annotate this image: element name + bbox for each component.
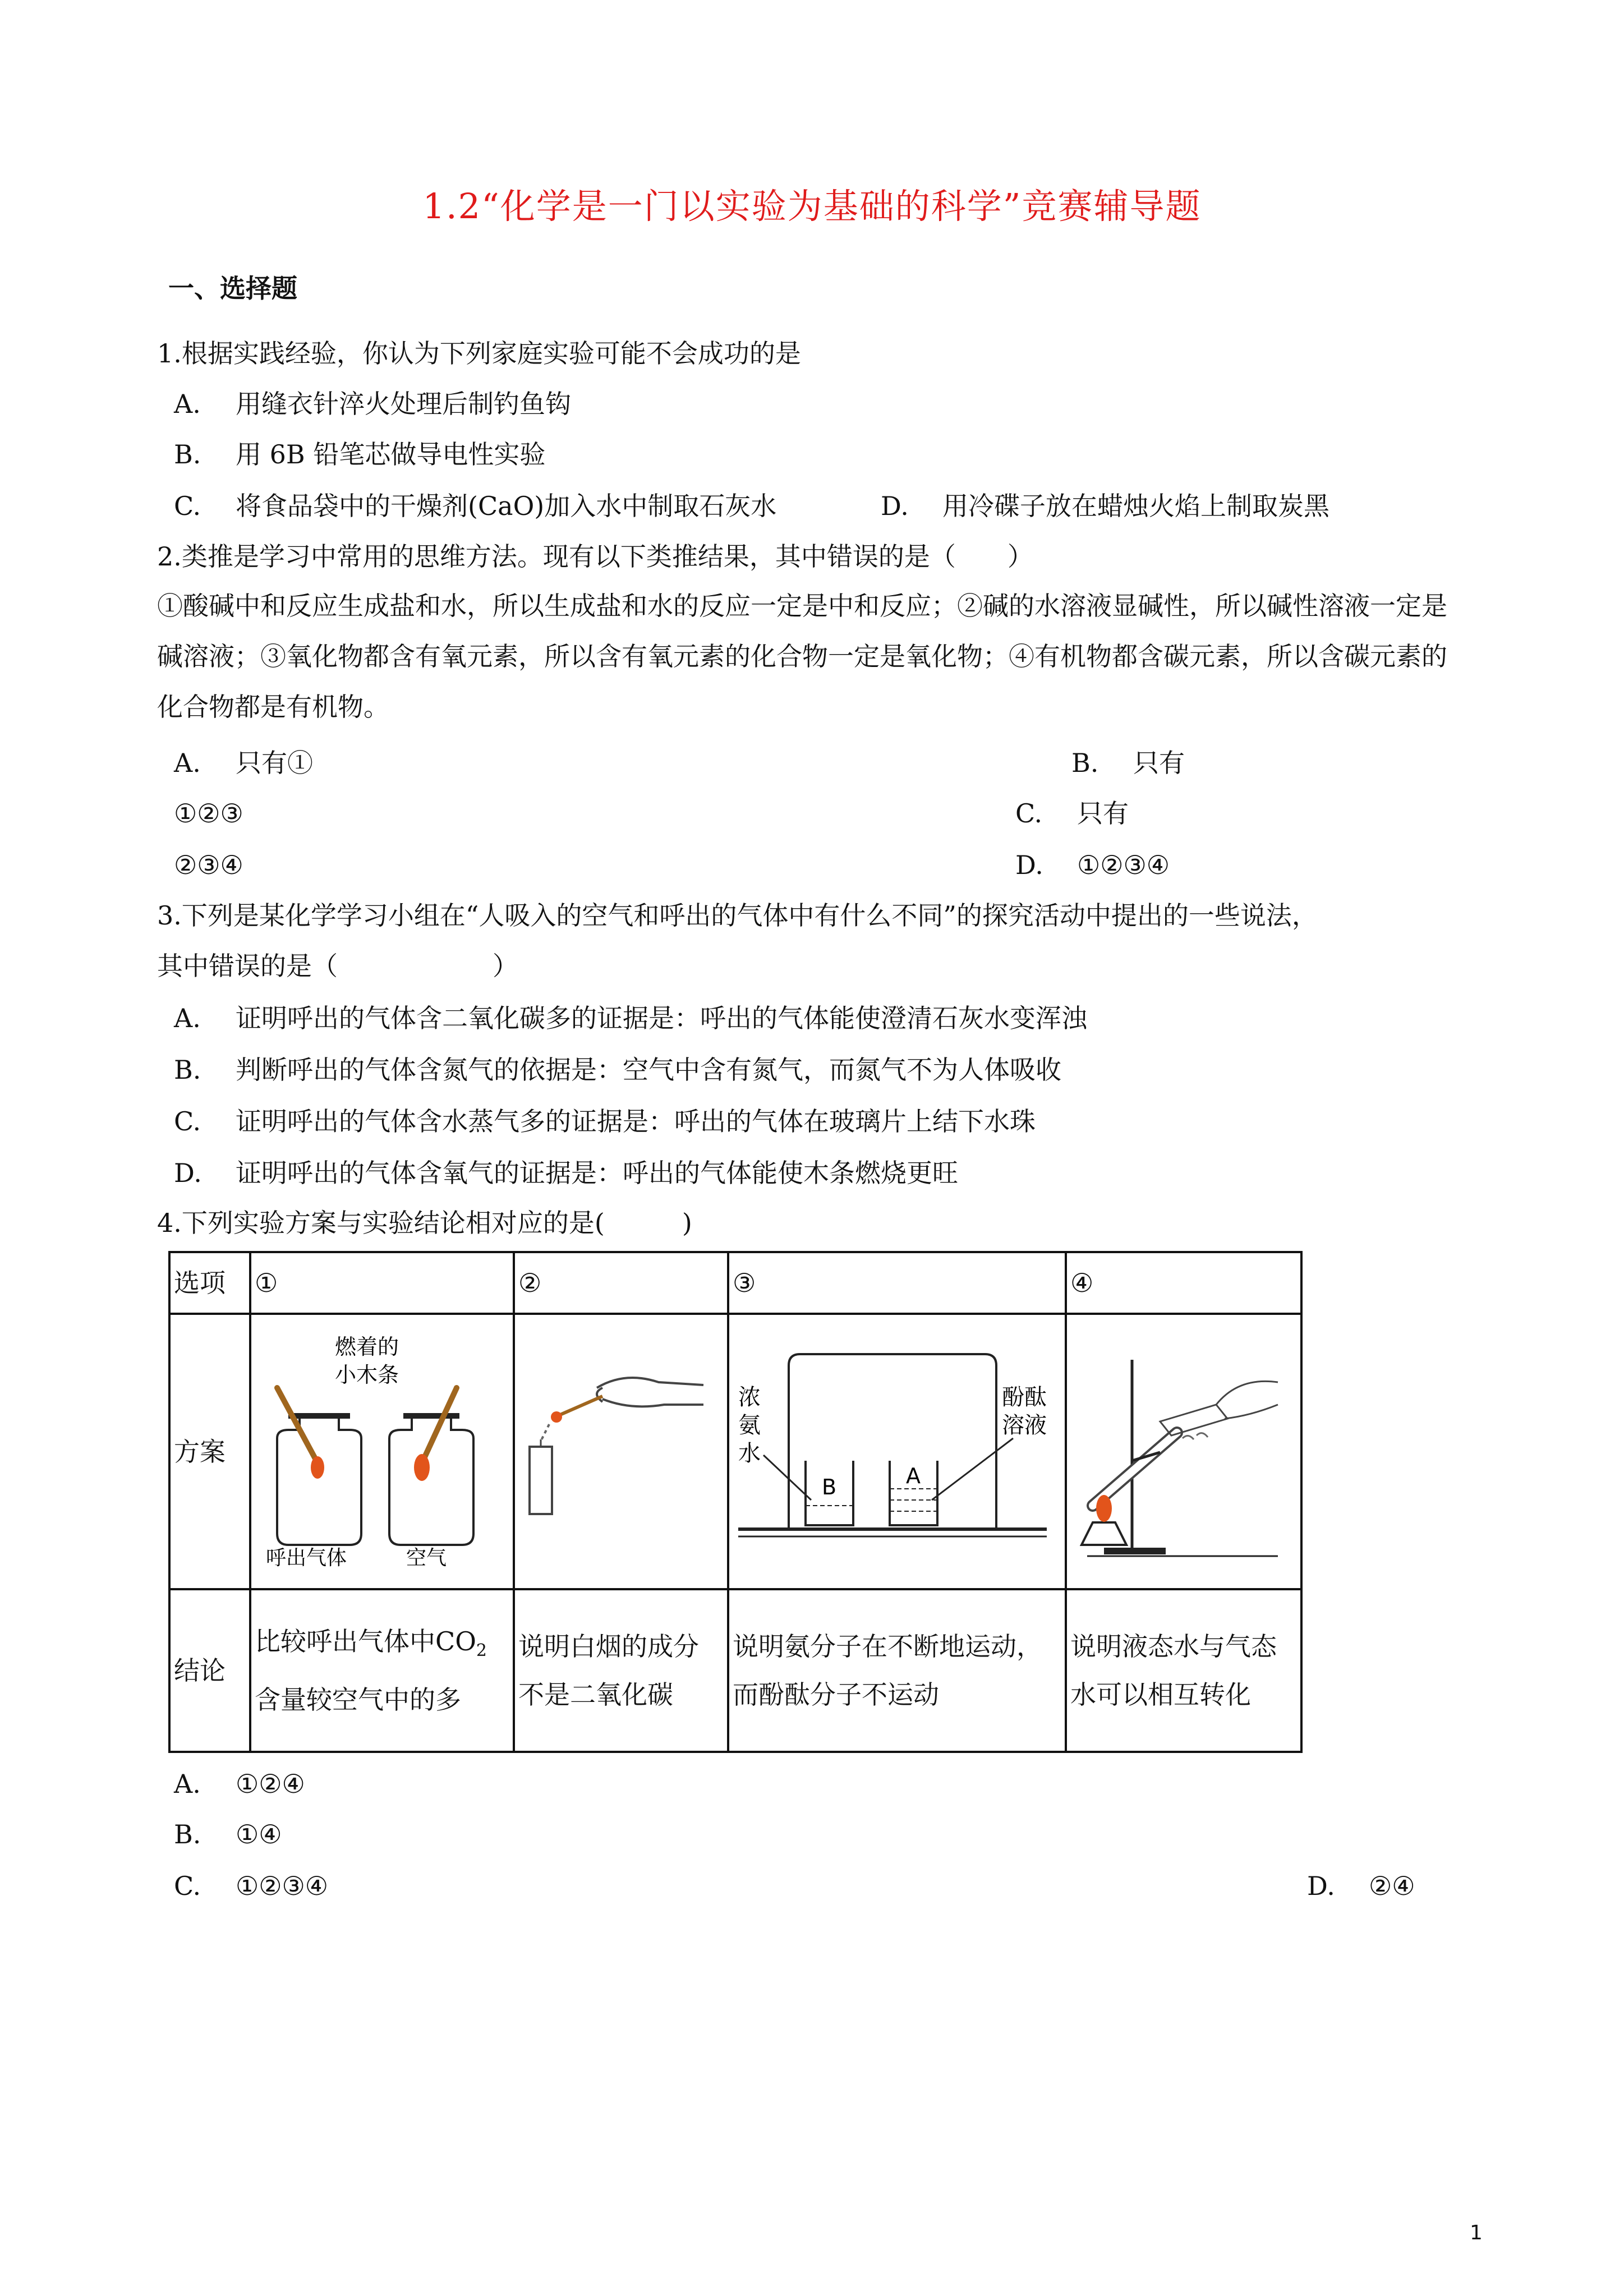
q4-conclusion-3: 说明氨分子在不断地运动，而酚酞分子不运动: [728, 1589, 1066, 1752]
q4-header-option: 选项: [169, 1252, 250, 1314]
q3-option-a[interactable]: [174, 1001, 1087, 1035]
q4-conclusion-2: 说明白烟的成分不是二氧化碳: [514, 1589, 728, 1752]
q1-option-a-text: 用缝衣针淬火处理后制钓鱼钩: [236, 389, 571, 419]
ammonia-diffusion-figure: [733, 1320, 1052, 1567]
candle-smoke-figure: [518, 1320, 715, 1567]
q4-option-d-letter: D.: [1307, 1871, 1335, 1901]
q3-option-d-letter: D.: [174, 1158, 202, 1188]
q2-option-c-continued: ②③④: [174, 850, 243, 880]
q3-stem-line2: 其中错误的是（ ）: [157, 951, 518, 981]
q2-option-a-letter: A.: [174, 748, 201, 778]
q4-option-a-letter: A.: [174, 1769, 201, 1799]
q4-option-c-letter: C.: [174, 1871, 201, 1901]
q4-option-d[interactable]: [1307, 1869, 1415, 1903]
page-title: 1.2“化学是一门以实验为基础的科学”竞赛辅导题: [422, 186, 1202, 227]
conclusion-1-co: CO: [435, 1626, 476, 1657]
fig3-right-label-2: 溶液: [1002, 1412, 1047, 1438]
q4-stem: 4.下列实验方案与实验结论相对应的是( ): [157, 1208, 692, 1238]
q1-option-c-text: 将食品袋中的干燥剂(CaO)加入水中制取石灰水: [236, 491, 777, 521]
q1-option-c-letter: C.: [174, 491, 201, 521]
q4-conclusion-label: 结论: [169, 1589, 250, 1752]
q2-option-a-text: 只有①: [236, 748, 313, 778]
fig3-right-label-1: 酚酞: [1002, 1384, 1047, 1410]
page-number: 1: [1470, 2221, 1483, 2244]
q1-option-a-letter: A.: [174, 389, 201, 419]
q3-option-c-letter: C.: [174, 1106, 201, 1137]
conclusion-1-part1: 比较呼出气体中: [255, 1626, 435, 1657]
q2-option-d[interactable]: [1015, 848, 1170, 882]
q1-option-b-letter: B.: [174, 439, 201, 470]
fig3-left-label-2: 氨: [738, 1412, 761, 1438]
fig1-label-left: 呼出气体: [266, 1547, 347, 1567]
fig1-label-top: 燃着的: [334, 1335, 399, 1359]
q3-stem-line1: 3.下列是某化学学习小组在“人吸入的空气和呼出的气体中有什么不同”的探究活动中提出的一些说法，: [157, 900, 1318, 931]
beaker-a-label: A: [906, 1464, 921, 1488]
q2-body: ①酸碱中和反应生成盐和水，所以生成盐和水的反应一定是中和反应；②碱的水溶液显碱性，所以碱性溶液一定是碱溶液；③氧化物都含有氧元素，所以含有氧元素的化合物一定是氧化物；④有机物都含碳元素，所以含碳元素的化合物都是有机物。: [157, 591, 1447, 722]
q2-option-b-letter: B.: [1071, 748, 1099, 778]
conclusion-1-subscript: 2: [476, 1641, 487, 1661]
q4-option-c-text: ①②③④: [236, 1871, 328, 1901]
q2-option-a[interactable]: [174, 746, 313, 780]
beaker-b-label: B: [821, 1475, 837, 1499]
fig1-label-bottom: 小木条: [334, 1363, 399, 1387]
q4-conclusion-1: [250, 1589, 514, 1752]
q2-stem: 2.类推是学习中常用的思维方法。现有以下类推结果，其中错误的是（ ）: [157, 541, 1033, 572]
heating-tube-figure: [1070, 1320, 1289, 1567]
q4-scheme-label: 方案: [169, 1314, 250, 1589]
q4-option-a[interactable]: [174, 1767, 305, 1801]
q2-option-b[interactable]: [1071, 746, 1185, 780]
q4-option-b[interactable]: [174, 1818, 282, 1851]
q4-option-a-text: ①②④: [236, 1769, 305, 1799]
q2-option-c-letter: C.: [1015, 798, 1043, 829]
q4-conclusion-row: [169, 1589, 1301, 1752]
q3-option-a-text: 证明呼出的气体含二氧化碳多的证据是：呼出的气体能使澄清石灰水变浑浊: [236, 1003, 1087, 1033]
q4-header-4: ④: [1066, 1252, 1301, 1314]
q1-option-b-text: 用 6B 铅笔芯做导电性实验: [236, 439, 546, 470]
q1-stem: 1.根据实践经验，你认为下列家庭实验可能不会成功的是: [157, 338, 801, 369]
q2-option-d-text: ①②③④: [1077, 850, 1170, 880]
section-heading: 一、选择题: [168, 273, 297, 303]
q4-header-3: ③: [728, 1252, 1066, 1314]
q2-option-c-text: 只有: [1077, 798, 1129, 829]
q4-option-b-text: ①④: [236, 1819, 282, 1849]
q1-option-d-letter: D.: [881, 491, 909, 521]
fig3-left-label-3: 水: [738, 1441, 761, 1466]
q3-option-c[interactable]: [174, 1105, 1036, 1138]
q4-option-d-text: ②④: [1369, 1871, 1415, 1901]
q4-scheme-row: [169, 1314, 1301, 1589]
q3-option-d[interactable]: [174, 1156, 958, 1190]
q4-conclusion-4: 说明液态水与气态水可以相互转化: [1066, 1589, 1301, 1752]
q4-option-b-letter: B.: [174, 1819, 201, 1849]
q1-option-b[interactable]: [174, 438, 545, 471]
q4-option-c[interactable]: [174, 1869, 328, 1903]
q4-figure-2-cell: [514, 1314, 728, 1589]
q1-option-d[interactable]: [881, 489, 1329, 523]
fig1-label-right: 空气: [406, 1547, 447, 1567]
q3-option-d-text: 证明呼出的气体含氧气的证据是：呼出的气体能使木条燃烧更旺: [236, 1158, 958, 1188]
q3-option-b-letter: B.: [174, 1055, 201, 1085]
q3-option-b-text: 判断呼出的气体含氮气的依据是：空气中含有氮气，而氮气不为人体吸收: [236, 1055, 1061, 1085]
q2-option-c[interactable]: [1015, 797, 1129, 830]
q4-figure-3-cell: [728, 1314, 1066, 1589]
q1-option-c[interactable]: [174, 489, 776, 523]
q4-table: [168, 1251, 1303, 1753]
q4-figure-4-cell: [1066, 1314, 1301, 1589]
q3-option-b[interactable]: [174, 1053, 1061, 1087]
q1-option-a[interactable]: [174, 387, 571, 421]
q2-option-b-text: 只有: [1133, 748, 1185, 778]
q4-header-1: ①: [250, 1252, 514, 1314]
q3-option-a-letter: A.: [174, 1003, 201, 1033]
conclusion-1-part2: 含量较空气中的多: [255, 1684, 461, 1715]
breath-bottles-figure: [255, 1320, 502, 1567]
q2-option-b-continued: ①②③: [174, 798, 243, 829]
fig3-left-label-1: 浓: [738, 1384, 761, 1410]
q2-option-d-letter: D.: [1015, 850, 1043, 880]
q1-option-d-text: 用冷碟子放在蜡烛火焰上制取炭黑: [942, 491, 1329, 521]
q4-header-row: [169, 1252, 1301, 1314]
q3-option-c-text: 证明呼出的气体含水蒸气多的证据是：呼出的气体在玻璃片上结下水珠: [236, 1106, 1036, 1137]
q4-figure-1-cell: [250, 1314, 514, 1589]
q4-header-2: ②: [514, 1252, 728, 1314]
